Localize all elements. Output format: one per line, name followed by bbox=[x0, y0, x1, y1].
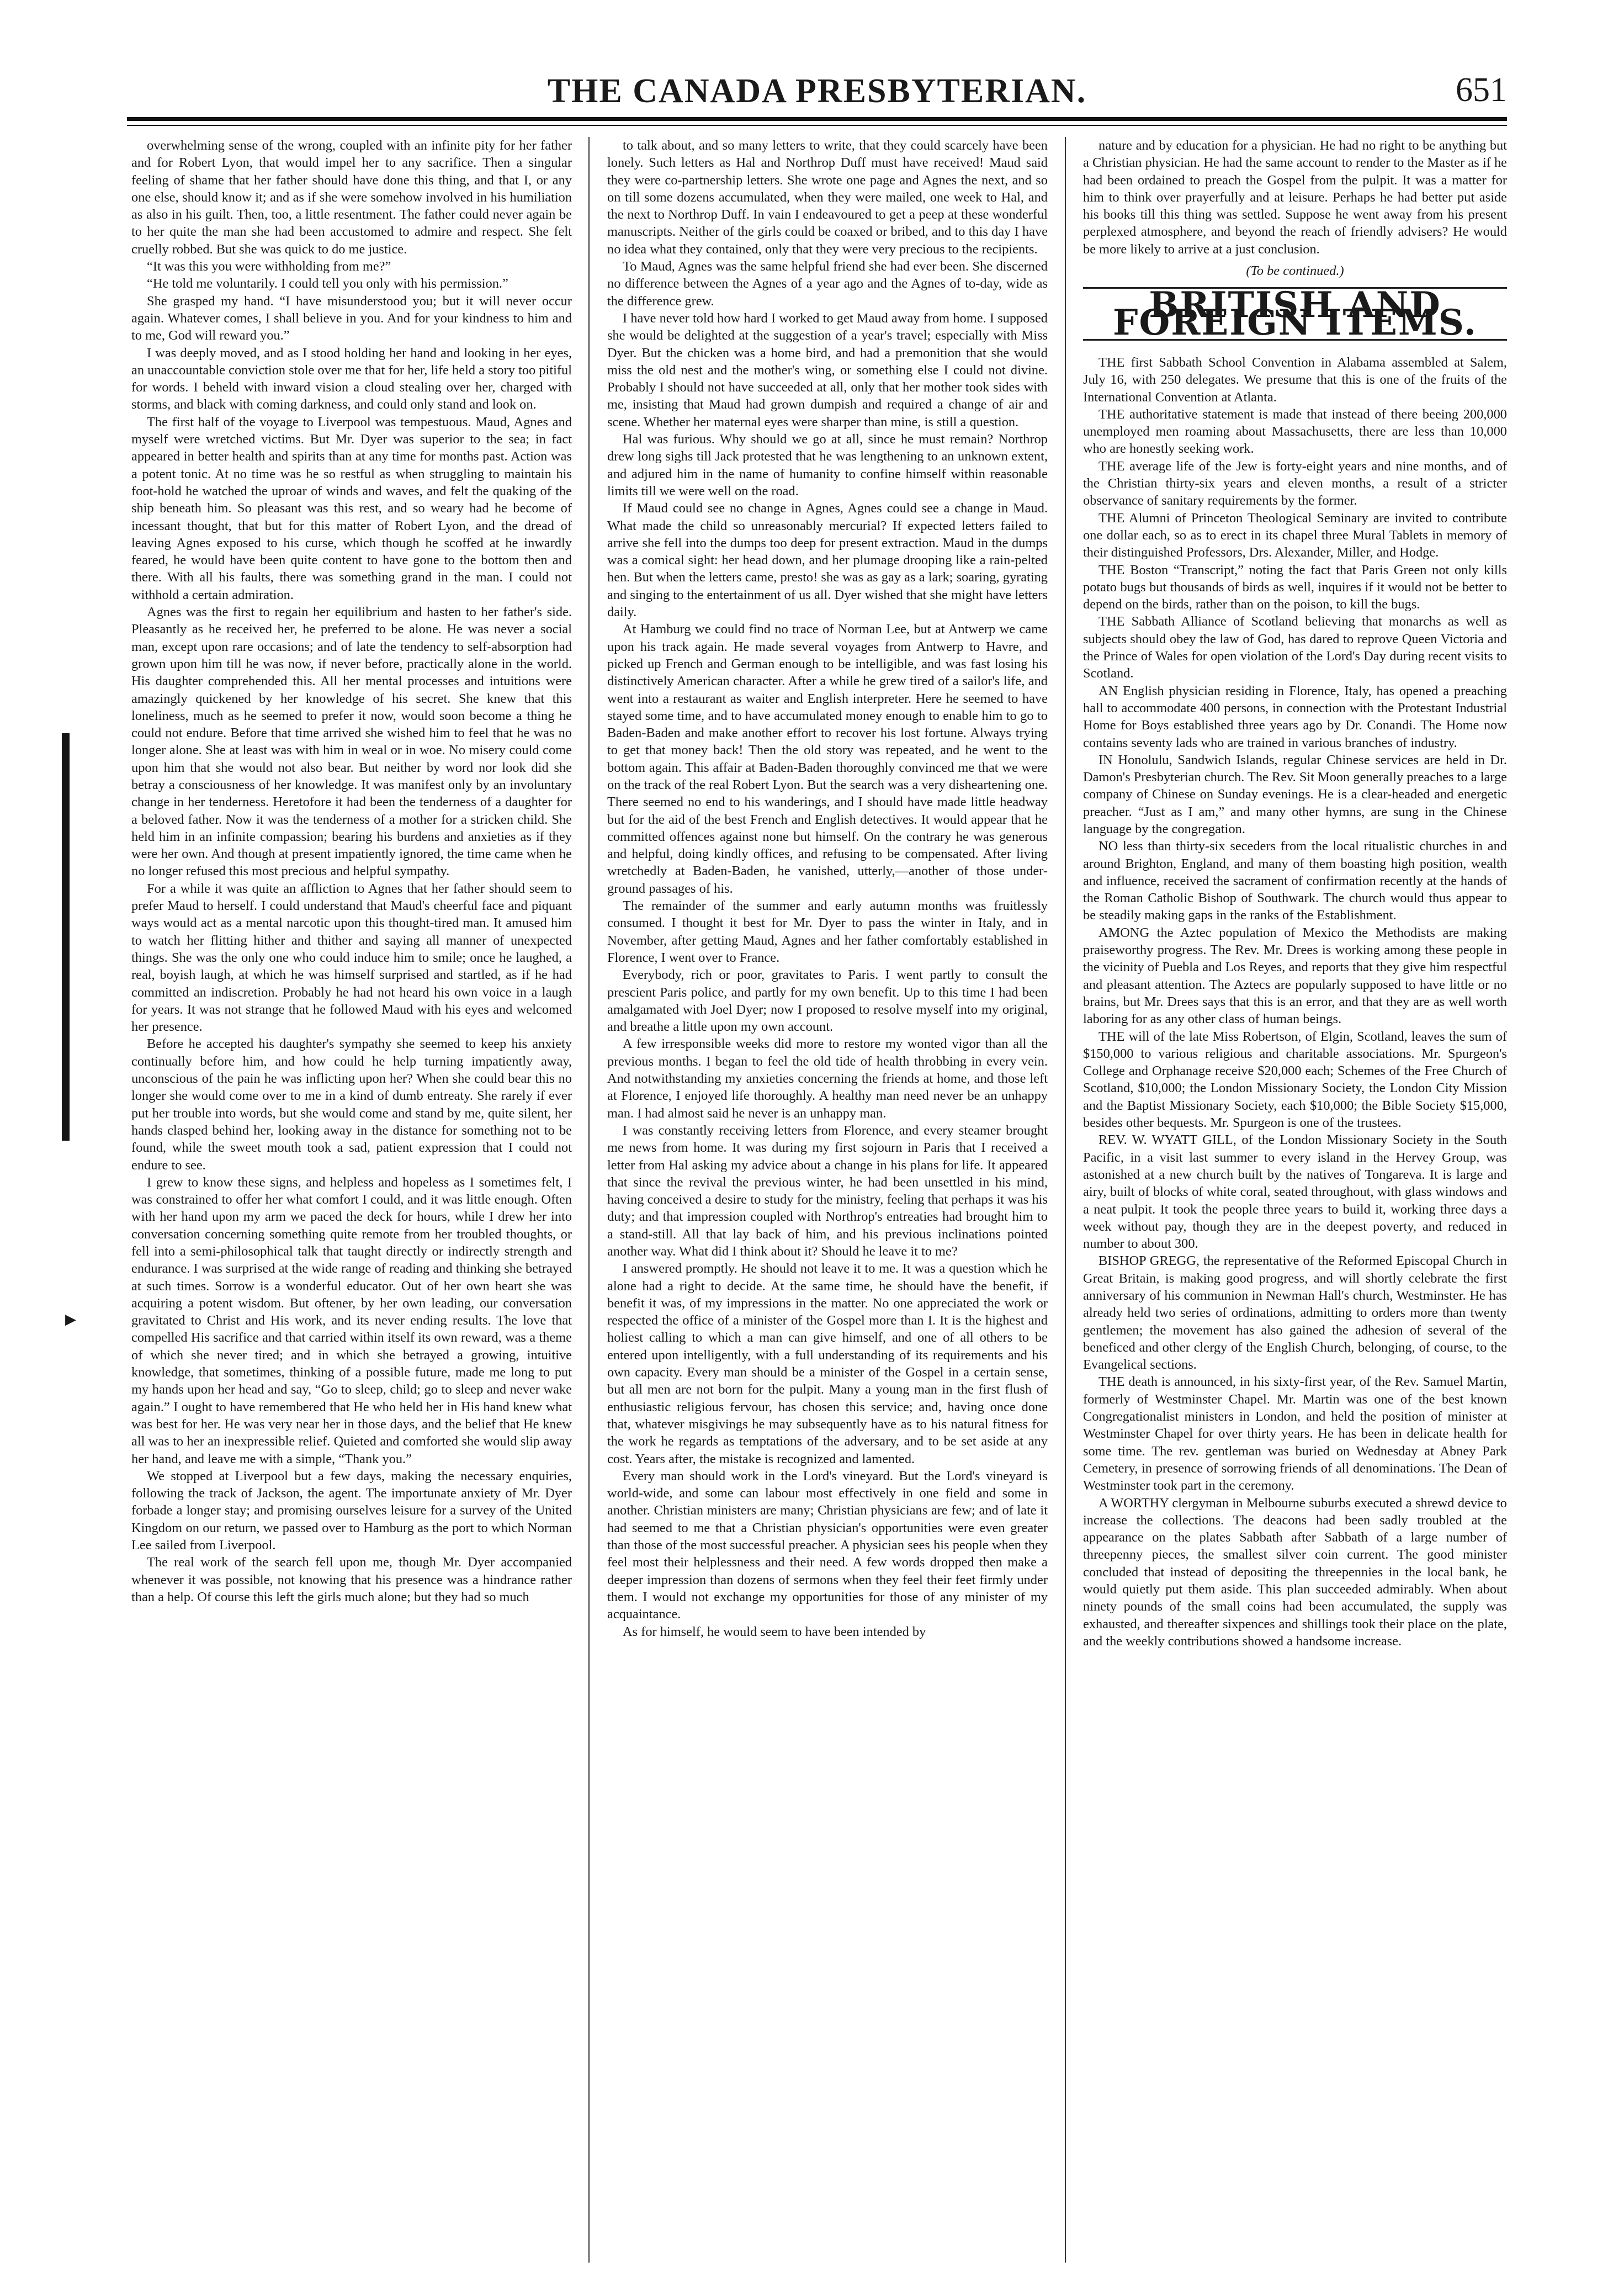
header-rule-thick bbox=[127, 117, 1507, 121]
paragraph: nature and by education for a physician. He had no right to be anything but a Christian physician. He had the same account to render to the Master as if he had been ordained to preach the Gospel from the pulpit. It was a matter for him to think over prayerfully and at leisure. Perhaps he had better put aside his books till this thing was settled. Suppose he went away from his present perplexed atmosphere, and beyond the reach of friendly advisers? He would be more likely to arrive at a just conclusion. bbox=[1083, 138, 1507, 257]
paragraph: I answered promptly. He should not leave it to me. It was a question which he alone had a right to decide. At the same time, he should have the benefit, if benefit it was, of my impressions in the matter. No one appreciated the work or respected the office of a minister of the Gospel more than I. It is the highest and holiest calling to which a man can give himself, and one of all others to be entered upon intelligently, with a full understanding of its requirements and his own capacity. Every man should be a minister of the Gospel in a certain sense, but all men are not born for the pulpit. Many a young man in the first flush of enthusiastic religious fervour, has chosen this service; and, having once done that, whatever misgivings he may subsequently have as to his natural fitness for the work he regards as temptations of the adversary, and to be set aside at any cost. Years after, the mistake is recognized and lamented. bbox=[607, 1261, 1048, 1466]
paragraph: We stopped at Liverpool but a few days, making the necessary enquiries, following the track of Jackson, the agent. The importunate anxiety of Mr. Dyer forbade a longer stay; and promising ourselves leisure for a survey of the United Kingdom on our return, we passed over to Hamburg as the port to which Norman Lee sailed from Liverpool. bbox=[131, 1468, 572, 1553]
column-3 bbox=[1083, 137, 1507, 2263]
paragraph: I was deeply moved, and as I stood holding her hand and looking in her eyes, an unaccountable conviction stole over me that for her, life held a story too pitiful for words. I beheld with inward vision a cloud stealing over her, charged with storms, and black with coming darkness, and could only stand and look on. bbox=[131, 345, 572, 412]
paragraph: For a while it was quite an affliction to Agnes that her father should seem to prefer Maud to herself. I could understand that Maud's cheerful face and piquant ways would act as a mental narcotic upon this thought-tired man. It amused him to watch her flitting hither and thither and saying all manner of unexpected things. She was the only one who could induce him to smile; once he laughed, a real, boyish laugh, at which he was himself surprised and startled, as if he had committed an indiscretion. Probably he had not heard his own voice in a laugh for years. It was not strange that he followed Maud with his eyes and welcomed her presence. bbox=[131, 881, 572, 1035]
paragraph: If Maud could see no change in Agnes, Agnes could see a change in Maud. What made the child so unreasonably mercurial? If expected letters failed to arrive she fell into the dumps too deep for present extraction. Maud in the dumps was a comical sight: her head down, and her plumage drooping like a rain-pelted hen. But when the letters came, presto! she was as gay as a lark; soaring, gyrating and singing to the entertainment of us all. Dyer wished that she might have letters daily. bbox=[607, 501, 1048, 620]
news-item: THE authoritative statement is made that instead of there beeing 200,000 unemployed men roaming about Massachusetts, there are less than 10,000 who are honestly seeking work. bbox=[1083, 406, 1507, 457]
paragraph: A few irresponsible weeks did more to restore my wonted vigor than all the previous months. I began to feel the old tide of health throbbing in every vein. And notwithstanding my anxieties concerning the friends at home, and those left at Florence, I enjoyed life thoroughly. A healthy man need never be an unhappy man. I had almost said he never is an unhappy man. bbox=[607, 1036, 1048, 1121]
paragraph: The real work of the search fell upon me, though Mr. Dyer accompanied whenever it was possible, not knowing that his presence was a hindrance rather than a help. Of course this left the girls much alone; but they had so much bbox=[131, 1555, 572, 1604]
margin-pointer-mark: ▶ bbox=[65, 1311, 76, 1327]
news-item: THE average life of the Jew is forty-eight years and nine months, and of the Christian thirty-six years and eleven months, a result of a stricter observance of sanitary requirements by the former. bbox=[1083, 458, 1507, 509]
margin-ink-bar bbox=[62, 733, 70, 1141]
news-item: IN Honolulu, Sandwich Islands, regular Chinese services are held in Dr. Damon's Presbyterian church. The Rev. Sit Moon generally preaches to a large company of Chinese on Sunday evenings. He is a clear-headed and energetic preacher. “Just as I am,” and many other hymns, are sung in the Chinese language by the congregation. bbox=[1083, 752, 1507, 836]
paragraph: Everybody, rich or poor, gravitates to Paris. I went partly to consult the prescient Paris police, and partly for my own benefit. Up to this time I had been amalgamated with Joel Dyer; now I proposed to resolve myself into my original, and breathe a little upon my own account. bbox=[607, 967, 1048, 1035]
column-1 bbox=[131, 137, 572, 2263]
paragraph: At Hamburg we could find no trace of Norman Lee, but at Antwerp we came upon his track again. He made several voyages from Antwerp to Havre, and picked up French and German enough to be intelligible, and was fast losing his distinctively American character. After a while he grew tired of a sailor's life, and went into a restaurant as waiter and English interpreter. Here he seemed to have stayed some time, and to have accumulated money enough to enable him to go to Baden-Baden and make another effort to recover his lost fortune. Always trying to get that money back! Then the old story was repeated, and he went to the bottom again. This affair at Baden-Baden thoroughly convinced me that we were on the track of the real Robert Lyon. But the search was a very disheartening one. There seemed no end to his wanderings, and I should have made little headway but for the aid of the best French and English detectives. It would appear that he committed offences against none but himself. On the contrary he was generous and helpful, doing kindly offices, and refusing to be compensated. After living wretchedly at Baden-Baden, he vanished, utterly,—another of those under-ground passages of his. bbox=[607, 622, 1048, 896]
news-item: THE Sabbath Alliance of Scotland believing that monarchs as well as subjects should obey the law of God, has dared to reprove Queen Victoria and the Prince of Wales for open violation of the Lord's Day during recent visits to Scotland. bbox=[1083, 614, 1507, 681]
news-item: NO less than thirty-six seceders from the local ritualistic churches in and around Brighton, England, and many of them boasting high position, wealth and influence, received the sacrament of confirmation recently at the hands of the Roman Catholic Bishop of Southwark. The church would thus appear to be steadily making gaps in the ranks of the Establishment. bbox=[1083, 839, 1507, 923]
paragraph: “He told me voluntarily. I could tell you only with his permission.” bbox=[147, 276, 508, 292]
paragraph: As for himself, he would seem to have been intended by bbox=[623, 1624, 926, 1639]
paragraph: The first half of the voyage to Liverpool was tempestuous. Maud, Agnes and myself were wretched victims. But Mr. Dyer was superior to the sea; in fact appeared in better health and spirits than at any time for months past. Action was a potent tonic. At no time was he so restful as when struggling to maintain his foot-hold he watched the uproar of winds and waves, and felt the quaking of the ship beneath him. So pleasant was this rest, and so weary had he become of incessant thought, that but for this matter of Robert Lyon, and the dread of leaving Agnes exposed to his curse, which though he scoffed at he inwardly feared, he would have been quite content to have gone to the bottom then and there. With all his faults, there was something grand in the man. I could not withhold a certain admiration. bbox=[131, 414, 572, 602]
paragraph: Hal was furious. Why should we go at all, since he must remain? Northrop drew long sighs till Jack protested that he was lengthening to an unknown extent, and adjured him in the name of humanity to confine himself within reasonable limits till we were well on the road. bbox=[607, 432, 1048, 499]
paragraph: To Maud, Agnes was the same helpful friend she had ever been. She discerned no difference between the Agnes of a year ago and the Agnes of to-day, wide as the difference grew. bbox=[607, 259, 1048, 309]
news-item: AMONG the Aztec population of Mexico the Methodists are making praiseworthy progress. The Rev. Mr. Drees is working among these people in the vicinity of Puebla and Los Reyes, and reports that they give him respectful and pleasant attention. The Aztecs are popularly supposed to have little or no brains, but Mr. Drees says that this is an error, and that they are as well worth laboring for as any other class of human beings. bbox=[1083, 925, 1507, 1027]
news-item: BISHOP GREGG, the representative of the Reformed Episcopal Church in Great Britain, is making good progress, and will shortly celebrate the first anniversary of his communion in Newman Hall's church, Westminster. He has already held two series of ordinations, admitting to orders more than twenty gentlemen; the movement has also gained the adhesion of several of the beneficed and other clergy of the English Church, belonging, of course, to the Evangelical sections. bbox=[1083, 1253, 1507, 1373]
paragraph: to talk about, and so many letters to write, that they could scarcely have been lonely. Such letters as Hal and Northrop Duff must have received! Maud said they were co-partnership letters. She wrote one page and Agnes the next, and so on till some dozens accumulated, when they were mailed, one week to Hal, and the next to Northrop Duff. In vain I endeavoured to get a peep at these wonderful manuscripts. Neither of the girls could be coaxed or bribed, and to this day I have no idea what they contained, only that they were very precious to the recipients. bbox=[607, 138, 1048, 257]
paragraph: Before he accepted his daughter's sympathy she seemed to keep his anxiety continually before him, and how could he help turning impatiently away, unconscious of the pain he was inflicting upon her? When she could bear this no longer she would come over to me in a kind of dumb entreaty. She rarely if ever put her trouble into words, but she would come and stand by me, quite silent, her hands clasped behind her, looking away in the distance for something not to be found, while the sweet mouth took a sad, patient expression that I could not endure to see. bbox=[131, 1036, 572, 1173]
news-item: THE will of the late Miss Robertson, of Elgin, Scotland, leaves the sum of $150,000 to various religious and charitable associations. Mr. Spurgeon's College and Orphanage receive $20,000 each; Schemes of the Free Church of Scotland, $10,000; the London Missionary Society, the London City Mission and the Baptist Missionary Society, each $10,000; the Bible Society $15,000, besides other bequests. Mr. Spurgeon is one of the trustees. bbox=[1083, 1029, 1507, 1131]
news-item: THE death is announced, in his sixty-first year, of the Rev. Samuel Martin, formerly of Westminster Chapel. Mr. Martin was one of the best known Congregationalist ministers in London, and held the position of minister at Westminster Chapel for over thirty years. He has been in delicate health for some time. The rev. gentleman was buried on Wednesday at Abney Park Cemetery, in presence of sorrowing friends of all denominations. The Dean of Westminster took part in the ceremony. bbox=[1083, 1374, 1507, 1493]
continued-note: (To be continued.) bbox=[1246, 263, 1344, 279]
paragraph: I grew to know these signs, and helpless and hopeless as I sometimes felt, I was constrained to offer her what comfort I could, and it was little enough. Often with her hand upon my arm we paced the deck for hours, while I drew her into conversation concerning something quite remote from her troubled thoughts, or fell into a semi-philosophical talk that taught directly or indirectly strength and endurance. I was surprised at the wide range of reading and thinking she betrayed at such times. Sorrow is a wonderful educator. Out of her own heart she was acquiring a potent wisdom. But oftener, by her own leading, our conversation gravitated to Christ and His work, and its never ending results. The love that compelled His sacrifice and that carried within itself its own reward, was a theme of which she never tired; and in which she betrayed a growing, intuitive knowledge, that sometimes, thinking of a possible future, made me long to put my hands upon her head and say, “Go to sleep, child; go to sleep and never wake again.” I ought to have remembered that He who held her in His hand knew what was best for her. He was very near her in those days, and the belief that He knew all was to her an inexpressible relief. Quieted and comforted she would slip away her hand, and leave me with a simple, “Thank you.” bbox=[131, 1174, 572, 1466]
paragraph: “It was this you were withholding from me?” bbox=[147, 259, 391, 274]
paragraph: overwhelming sense of the wrong, coupled with an infinite pity for her father and for Robert Lyon, that would impel her to any sacrifice. Then a singular feeling of shame that her father should have done this thing, and that I, or any one else, should know it; and as if she were somehow involved in his humiliation as also in his guilt. Then, too, a little resentment. The father could never again be to her quite the man she had been accustomed to admire and respect. She felt cruelly robbed. But she was quick to do me justice. bbox=[131, 138, 572, 257]
paragraph: The remainder of the summer and early autumn months was fruitlessly consumed. I thought it best for Mr. Dyer to pass the winter in Italy, and in November, after getting Maud, Agnes and her father comfortably established in Florence, I went over to France. bbox=[607, 898, 1048, 965]
paragraph: She grasped my hand. “I have misunderstood you; but it will never occur again. Whatever comes, I shall believe in you. And for your kindness to him and to me, God will reward you.” bbox=[131, 293, 572, 343]
news-item: THE first Sabbath School Convention in Alabama assembled at Salem, July 16, with 250 delegates. We presume that this is one of the fruits of the International Convention at Atlanta. bbox=[1083, 354, 1507, 405]
column-divider bbox=[588, 137, 590, 2263]
column-divider bbox=[1065, 137, 1066, 2263]
news-item: THE Alumni of Princeton Theological Seminary are invited to contribute one dollar each, so as to erect in its chapel three Mural Tablets in memory of their distinguished Professors, Drs. Alexander, Miller, and Hodge. bbox=[1083, 510, 1507, 560]
header-rule-thin bbox=[127, 125, 1507, 126]
column-2 bbox=[607, 137, 1048, 2263]
paragraph: Every man should work in the Lord's vineyard. But the Lord's vineyard is world-wide, and some can labour most effectively in one field and some in another. Christian ministers are many; Christian physicians are few; and of late it had seemed to me that a Christian physician's opportunities were even greater than those of the most successful preacher. A physician sees his people when they feel most their helplessness and their need. A few words dropped then make a deeper impression than dozens of sermons when they feel their feet firmly under them. I would not exchange my opportunities for those of any minister of my acquaintance. bbox=[607, 1468, 1048, 1622]
section-heading: BRITISH AND FOREIGN ITEMS. bbox=[1083, 287, 1507, 341]
news-item: A WORTHY clergyman in Melbourne suburbs executed a shrewd device to increase the collections. The deacons had been sadly troubled at the appearance on the plates Sabbath after Sabbath of a large number of threepenny pieces, the smallest silver coin current. The good minister concluded that instead of depositing the threepennies in the local bank, he would quietly put them aside. This plan succeeded admirably. When about ninety pounds of the small coins had been accumulated, the supply was exhausted, and thereafter sixpences and shillings took their place on the plate, and the weekly contributions showed a handsome increase. bbox=[1083, 1495, 1507, 1649]
masthead bbox=[127, 66, 1507, 116]
page-number: 651 bbox=[1456, 71, 1507, 109]
paragraph: Agnes was the first to regain her equilibrium and hasten to her father's side. Pleasantly as he received her, he preferred to be alone. He was never a social man, except upon rare occasions; and of late the tendency to self-absorption had grown upon him till he was now, if never before, practically alone in the world. His daughter comprehended this. All her mental processes and intuitions were amazingly quickened by her knowledge of his secret. She knew that this loneliness, much as he seemed to prefer it now, would soon become a thing he could not endure. Before that time arrived she wished him to feel that he was no longer alone. She at least was with him in weal or in woe. No misery could come upon him that she would not also bear. But neither by word nor look did she betray a consciousness of her knowledge. It was manifest only by an involuntary change in her tenderness. Heretofore it had been the tenderness of a daughter for a beloved father. Now it was the tenderness of a mother for a stricken child. She held him in an infinite compassion; bearing his burdens and anxieties as if they were her own. And though at present impatiently ignored, the time came when he no longer refused this most precious and helpful sympathy. bbox=[131, 605, 572, 879]
news-item: THE Boston “Transcript,” noting the fact that Paris Green not only kills potato bugs but thousands of birds as well, inquires if it would not be better to depend on the birds, rather than on the poison, to kill the bugs. bbox=[1083, 562, 1507, 612]
news-item: AN English physician residing in Florence, Italy, has opened a preaching hall to accommodate 400 persons, in connection with the Protestant Industrial Home for Boys established three years ago by Dr. Conandi. The Home now contains seventy lads who are trained in various branches of industry. bbox=[1083, 683, 1507, 750]
paragraph: I was constantly receiving letters from Florence, and every steamer brought me news from home. It was during my first sojourn in Paris that I received a letter from Hal asking my advice about a change in his plans for life. It appeared that since the revival the previous winter, he had been unsettled in his mind, having conceived a desire to study for the ministry, feeling that perhaps it was his duty; and that impression coupled with Northrop's entreaties had brought him to a stand-still. All that lay back of him, and his previous inclinations pointed another way. What did I think about it? Should he leave it to me? bbox=[607, 1122, 1048, 1259]
news-item: REV. W. WYATT GILL, of the London Missionary Society in the South Pacific, in a visit last summer to every island in the Hervey Group, was astonished at a new church built by the natives of Tongareva. It is large and airy, built of blocks of white coral, seated throughout, with glass windows and a neat pulpit. It took the people three years to build it, working three days a week without pay, though they are in the deepest poverty, and reduced in number to about 300. bbox=[1083, 1132, 1507, 1252]
paragraph: I have never told how hard I worked to get Maud away from home. I supposed she would be delighted at the suggestion of a year's travel; especially with Miss Dyer. But the chicken was a home bird, and had a premonition that she would miss the old nest and the mother's wing, or something else I could not divine. Probably I should not have succeeded at all, only that her mother took sides with me, insisting that Maud had grown dumpish and required a change of air and scene. Whether her maternal eyes were sharper than mine, is still a question. bbox=[607, 310, 1048, 430]
publication-title: THE CANADA PRESBYTERIAN. bbox=[547, 72, 1087, 110]
